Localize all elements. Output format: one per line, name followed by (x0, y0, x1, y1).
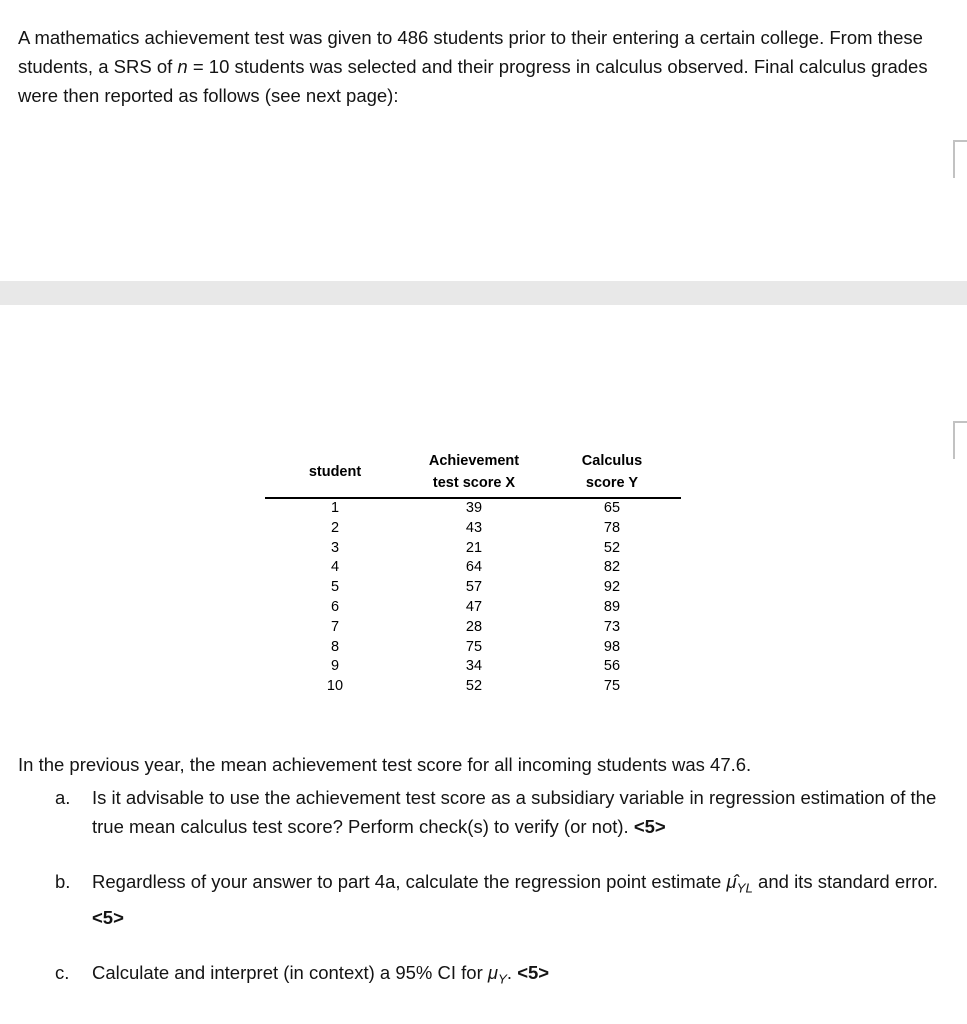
cell-student: 1 (330, 500, 340, 516)
question-c-body-2: . (506, 961, 518, 983)
cell-student: 10 (326, 678, 344, 695)
question-a (55, 783, 945, 841)
mid-paragraph: In the previous year, the mean achievement test score for all incoming students was 47.6. (18, 753, 752, 775)
question-c (55, 958, 945, 994)
table-row (265, 558, 681, 578)
table-row (265, 598, 681, 618)
question-b (55, 867, 945, 932)
cell-student: 4 (330, 559, 340, 576)
cell-y: 52 (603, 539, 621, 556)
table-row (265, 519, 681, 539)
header-calculus-score (543, 450, 681, 498)
cell-y: 92 (603, 579, 621, 596)
question-b-text (92, 867, 945, 932)
math-mu-symbol: μ (487, 961, 499, 983)
cell-x: 52 (465, 678, 483, 695)
math-mu (487, 961, 507, 987)
cell-student: 2 (330, 519, 340, 536)
cell-x: 47 (465, 598, 483, 615)
table-row (265, 657, 681, 677)
table-row (265, 638, 681, 658)
cell-x: 75 (465, 638, 483, 655)
question-a-points: <5> (633, 816, 666, 837)
cell-x: 43 (465, 519, 483, 536)
intro-text-2: = 10 students was selected and their progress in calculus observed. Final calculus grades were then reported as follows (see next page): (18, 55, 928, 106)
question-a-label: a. (55, 787, 71, 808)
question-c-body-1: Calculate and interpret (in context) a 95% CI for (92, 961, 488, 983)
question-c-label: c. (55, 961, 70, 983)
header-achievement-line1: Achievement (428, 453, 520, 469)
cell-y: 73 (603, 618, 621, 635)
cell-student: 5 (330, 579, 340, 596)
question-c-text (92, 958, 945, 994)
cell-x: 57 (465, 579, 483, 596)
cell-y: 82 (603, 559, 621, 576)
math-variable-n: n (177, 55, 188, 77)
table-row (265, 498, 681, 519)
math-mu-hat (726, 871, 753, 896)
question-a-text (92, 783, 945, 841)
table-header-row (265, 450, 681, 498)
cell-x: 34 (465, 658, 483, 675)
intro-text-1: A mathematics achievement test was given to 486 students prior to their entering a certain college. From these students, a SRS of (18, 26, 923, 77)
question-list (55, 783, 945, 1019)
question-c-points: <5> (517, 961, 550, 983)
question-b-body-1: Regardless of your answer to part 4a, calculate the regression point estimate (92, 871, 727, 892)
cell-y: 78 (603, 519, 621, 536)
cell-y: 89 (603, 598, 621, 615)
scores-table (265, 450, 681, 697)
cell-student: 6 (330, 598, 340, 615)
cell-student: 9 (330, 658, 340, 675)
page-break-band (0, 281, 967, 305)
question-b-points: <5> (92, 906, 124, 928)
cell-x: 21 (465, 539, 483, 556)
cell-y: 65 (603, 500, 621, 516)
intro-paragraph (18, 23, 963, 110)
cell-y: 98 (603, 638, 621, 655)
header-calculus-line1: Calculus (581, 453, 643, 469)
question-b-label: b. (55, 871, 71, 892)
table-row (265, 578, 681, 598)
math-mu-hat-subscript: YL (736, 880, 753, 896)
header-calculus-line2: score Y (585, 475, 639, 491)
cell-x: 64 (465, 559, 483, 576)
cell-x: 39 (465, 500, 483, 516)
question-b-body-2: and its standard error. (752, 871, 939, 892)
table-row (265, 677, 681, 697)
cell-student: 3 (330, 539, 340, 556)
margin-bracket-icon (953, 140, 967, 178)
table-row (265, 539, 681, 559)
header-achievement-score (405, 450, 543, 498)
margin-bracket-icon (953, 421, 967, 459)
math-mu-subscript: Y (498, 971, 507, 987)
math-mu-hat-symbol: μ̂ (726, 871, 737, 892)
scores-table-grid (265, 450, 681, 697)
cell-y: 75 (603, 678, 621, 695)
question-a-body: Is it advisable to use the achievement test score as a subsidiary variable in regression estimation of the true mean calculus test score? Perform check(s) to verify (or not). (92, 787, 937, 837)
table-row (265, 618, 681, 638)
header-achievement-line2: test score X (432, 475, 516, 491)
header-student: student (308, 464, 362, 480)
cell-y: 56 (603, 658, 621, 675)
cell-student: 8 (330, 638, 340, 655)
cell-x: 28 (465, 618, 483, 635)
cell-student: 7 (330, 618, 340, 635)
